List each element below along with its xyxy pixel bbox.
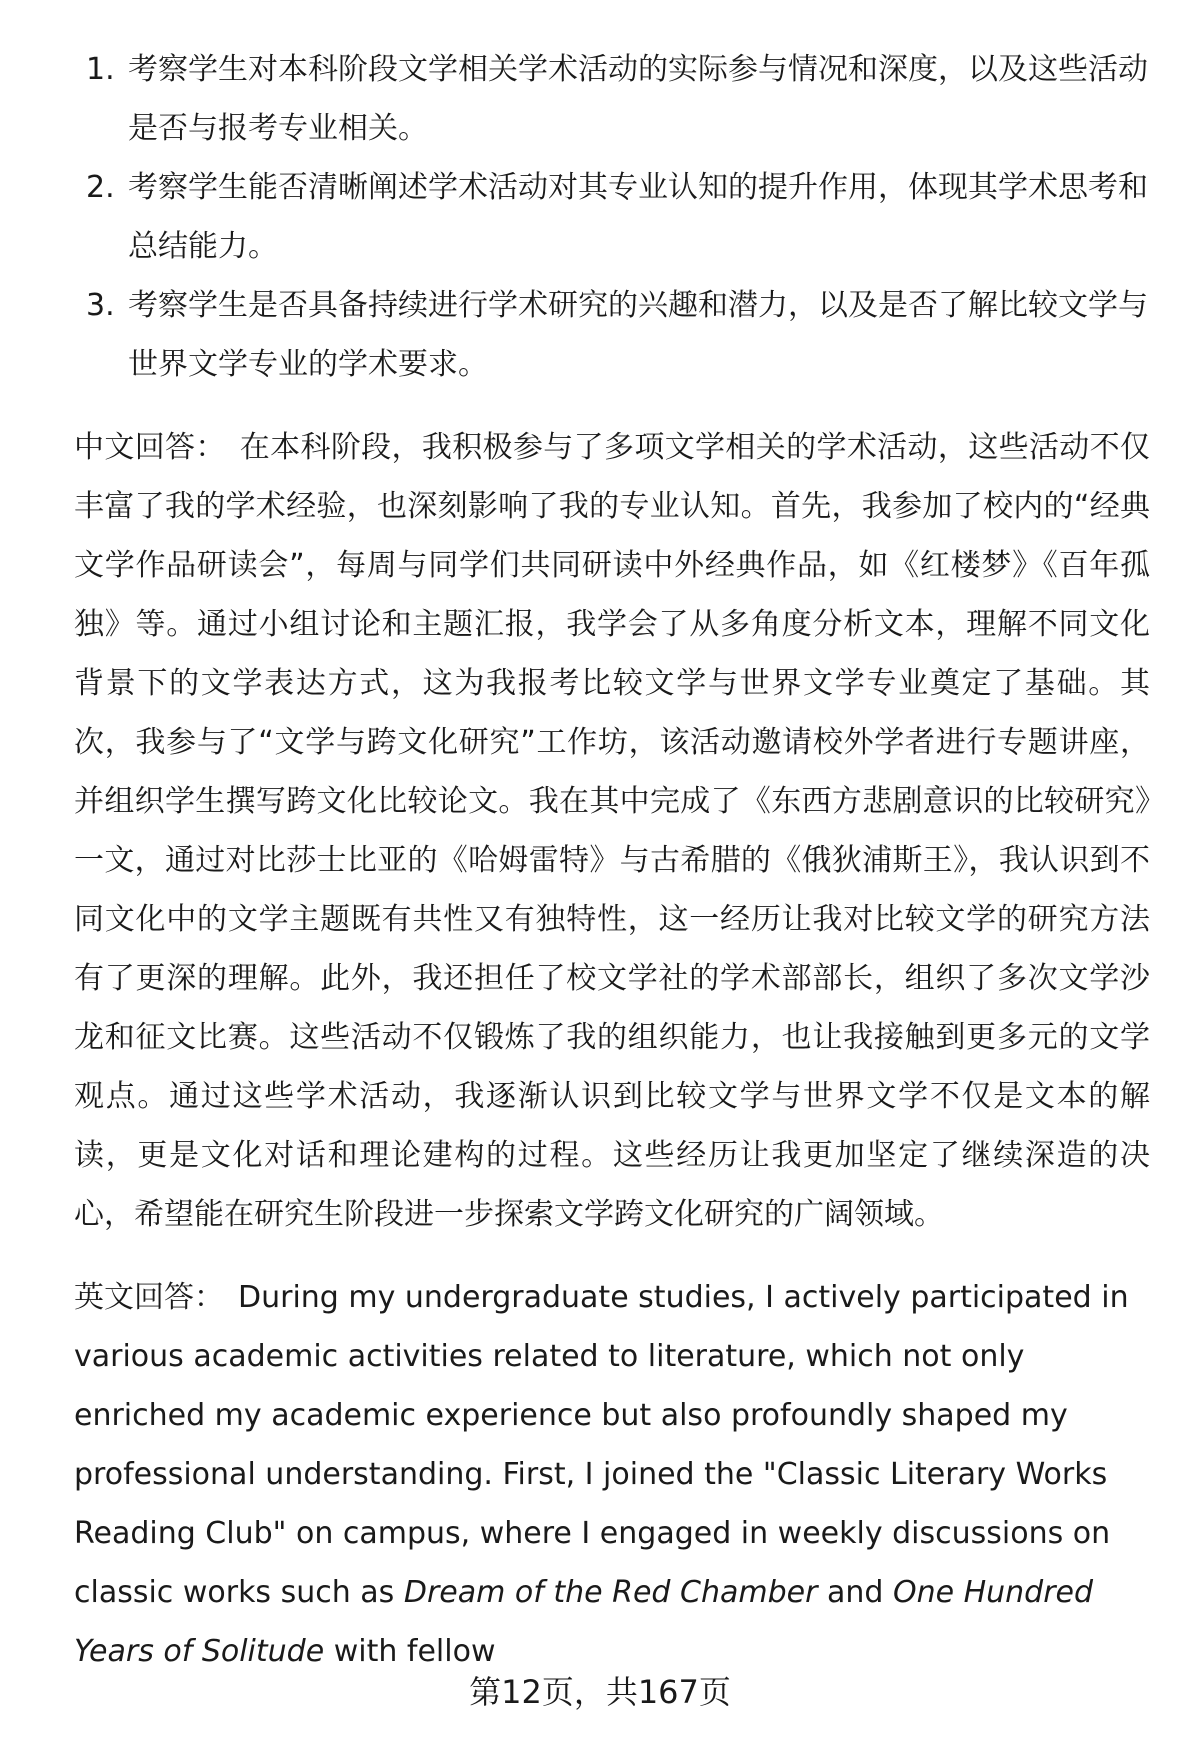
chinese-answer [74,418,1150,1244]
evaluation-point-2 [74,158,1150,276]
point-number: 3. [86,288,115,323]
page-number: 第12页，共167页 [469,1673,731,1711]
english-answer-text-continued: with fellow [333,1634,496,1669]
point-number: 2. [86,170,115,205]
point-text: 考察学生是否具备持续进行学术研究的兴趣和潜力，以及是否了解比较文学与世界文学专业的学术要求。 [128,288,1148,382]
evaluation-point-3 [74,276,1150,394]
work-title-one-hundred-years: One Hundred Years of Solitude [74,1575,1094,1669]
english-answer [74,1268,1150,1681]
chinese-answer-label: 中文回答： [74,430,226,465]
chinese-answer-text: 在本科阶段，我积极参与了多项文学相关的学术活动，这些活动不仅丰富了我的学术经验，也深刻影响了我的专业认知。首先，我参加了校内的“经典文学作品研读会”，每周与同学们共同研读中外经典作品，如《红楼梦》《百年孤独》等。通过小组讨论和主题汇报，我学会了从多角度分析文本，理解不同文化背景下的文学表达方式，这为我报考比较文学与世界文学专业奠定了基础。其次，我参与了“文学与跨文化研究”工作坊，该活动邀请校外学者进行专题讲座，并组织学生撰写跨文化比较论文。我在其中完成了《东西方悲剧意识的比较研究》一文，通过对比莎士比亚的《哈姆雷特》与古希腊的《俄狄浦斯王》，我认识到不同文化中的文学主题既有共性又有独特性，这一经历让我对比较文学的研究方法有了更深的理解。此外，我还担任了校文学社的学术部部长，组织了多次文学沙龙和征文比赛。这些活动不仅锻炼了我的组织能力，也让我接触到更多元的文学观点。通过这些学术活动，我逐渐认识到比较文学与世界文学不仅是文本的解读，更是文化对话和理论建构的过程。这些经历让我更加坚定了继续深造的决心，希望能在研究生阶段进一步探索文学跨文化研究的广阔领域。 [74,430,1150,1232]
evaluation-points-list [74,40,1150,394]
english-answer-label: 英文回答： [74,1280,224,1315]
english-answer-connector: and [826,1575,884,1610]
page-content [74,40,1150,1681]
english-answer-text: During my undergraduate studies, I actively participated in various academic activities related to literature, which not only enriched my academic experience but also profoundly shaped my professional understanding. First, I joined the "Classic Literary Works Reading Club" on campus, where I engaged in weekly discussions on classic works such as [74,1280,1129,1610]
point-number: 1. [86,52,115,87]
evaluation-point-1 [74,40,1150,158]
work-title-dream-red-chamber: Dream of the Red Chamber [403,1575,818,1610]
point-text: 考察学生对本科阶段文学相关学术活动的实际参与情况和深度，以及这些活动是否与报考专业相关。 [128,52,1148,146]
point-text: 考察学生能否清晰阐述学术活动对其专业认知的提升作用，体现其学术思考和总结能力。 [128,170,1148,264]
